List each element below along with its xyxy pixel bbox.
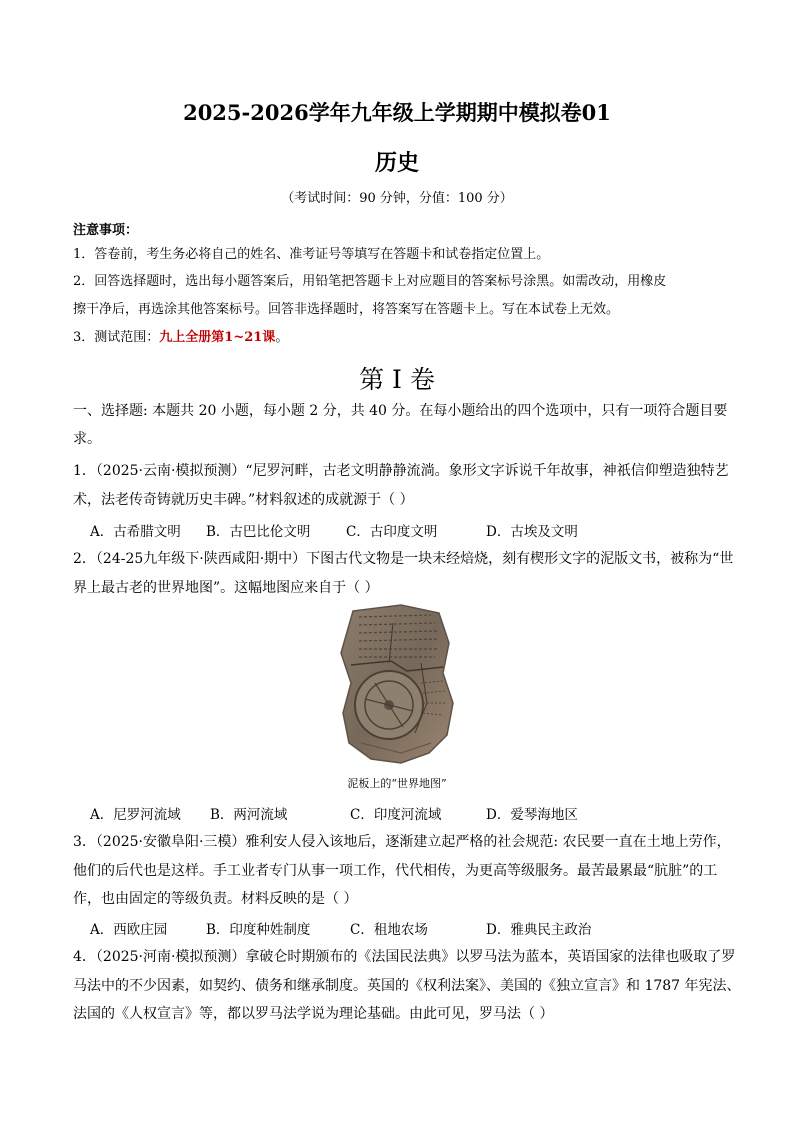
note-item-2b: 擦干净后，再选涂其他答案标号。回答非选择题时，将答案写在答题卡上。写在本试卷上无效。 <box>73 302 620 317</box>
note-item-2a: 2．回答选择题时，选出每小题答案后，用铅笔把答题卡上对应题目的答案标号涂黑。如需改动，用橡皮 <box>73 274 667 289</box>
clay-tablet-map-image <box>331 603 458 771</box>
notes-title: 注意事项： <box>73 223 139 238</box>
q4-line1: 4．（2025·河南·模拟预测）拿破仑时期颁布的《法国民法典》以罗马法为蓝本，英语国家的法律也吸取了罗 <box>73 949 736 965</box>
q4-line3: 法国的《人权宣言》等，都以罗马法学说为理论基础。由此可见，罗马法（ ） <box>73 1006 554 1022</box>
q1-option-a: A．古希腊文明 <box>90 524 181 540</box>
q1-line1: 1．（2025·云南·模拟预测）“尼罗河畔，古老文明静静流淌。象形文字诉说千年故事，神祇信仰塑造独特艺 <box>73 463 729 479</box>
q3-option-c: C．租地农场 <box>350 922 428 938</box>
q2-line2: 界上最古老的世界地图”。这幅地图应来自于（ ） <box>73 580 379 596</box>
q1-option-d: D．古埃及文明 <box>486 524 578 540</box>
q1-option-c: C．古印度文明 <box>346 524 438 540</box>
q3-line3: 作，也由固定的等级负责。材料反映的是（ ） <box>73 891 358 907</box>
image-caption: 泥板上的“世界地图” <box>347 777 447 790</box>
q1-line2: 术，法老传奇铸就历史丰碑。”材料叙述的成就源于（ ） <box>73 492 414 508</box>
q3-line2: 他们的后代也是这样。手工业者专门从事一项工作，代代相传，为更高等级服务。最苦最累最“肮脏”的工 <box>73 863 718 879</box>
test-range: 九上全册第1~21课 <box>159 330 276 345</box>
q2-option-c: C．印度河流域 <box>350 807 442 823</box>
note-item-1: 1．答卷前，考生务必将自己的姓名、准考证号等填写在答题卡和试卷指定位置上。 <box>73 247 550 262</box>
q2-option-a: A．尼罗河流域 <box>90 807 181 823</box>
q2-line1: 2．（24-25九年级下·陕西咸阳·期中）下图古代文物是一块未经焙烧，刻有楔形文字的泥版文书，被称为“世 <box>73 551 734 567</box>
section-instructions-b: 求。 <box>73 431 101 447</box>
q3-line1: 3．（2025·安徽阜阳·三模）雅利安人侵入该地后，逐渐建立起严格的社会规范: 农民要一直在土地上劳作， <box>73 834 731 850</box>
note-item-3-suffix: 。 <box>275 330 289 345</box>
section-instructions-a: 一、选择题: 本题共 20 小题，每小题 2 分，共 40 分。在每小题给出的四个选项中，只有一项符合题目要 <box>73 403 728 419</box>
note-item-3 <box>73 328 288 348</box>
page-title: 2025-2026学年九年级上学期期中模拟卷01 <box>183 100 611 125</box>
section-title: 第 I 卷 <box>359 365 435 394</box>
note-item-3-prefix: 3．测试范围： <box>73 330 160 345</box>
exam-info: （考试时间：90 分钟，分值：100 分） <box>281 191 513 206</box>
subject-heading: 历史 <box>374 151 419 176</box>
q3-option-a: A．西欧庄园 <box>90 922 168 938</box>
q2-option-b: B．两河流域 <box>210 807 288 823</box>
q3-option-d: D．雅典民主政治 <box>486 922 592 938</box>
q3-option-b: B．印度种姓制度 <box>206 922 311 938</box>
q2-option-d: D．爱琴海地区 <box>486 807 578 823</box>
q1-option-b: B．古巴比伦文明 <box>206 524 311 540</box>
clay-tablet-illustration <box>331 603 458 771</box>
q4-line2: 马法中的不少因素，如契约、债务和继承制度。英国的《权利法案》、美国的《独立宣言》和 1787 年宪法、 <box>73 978 741 994</box>
